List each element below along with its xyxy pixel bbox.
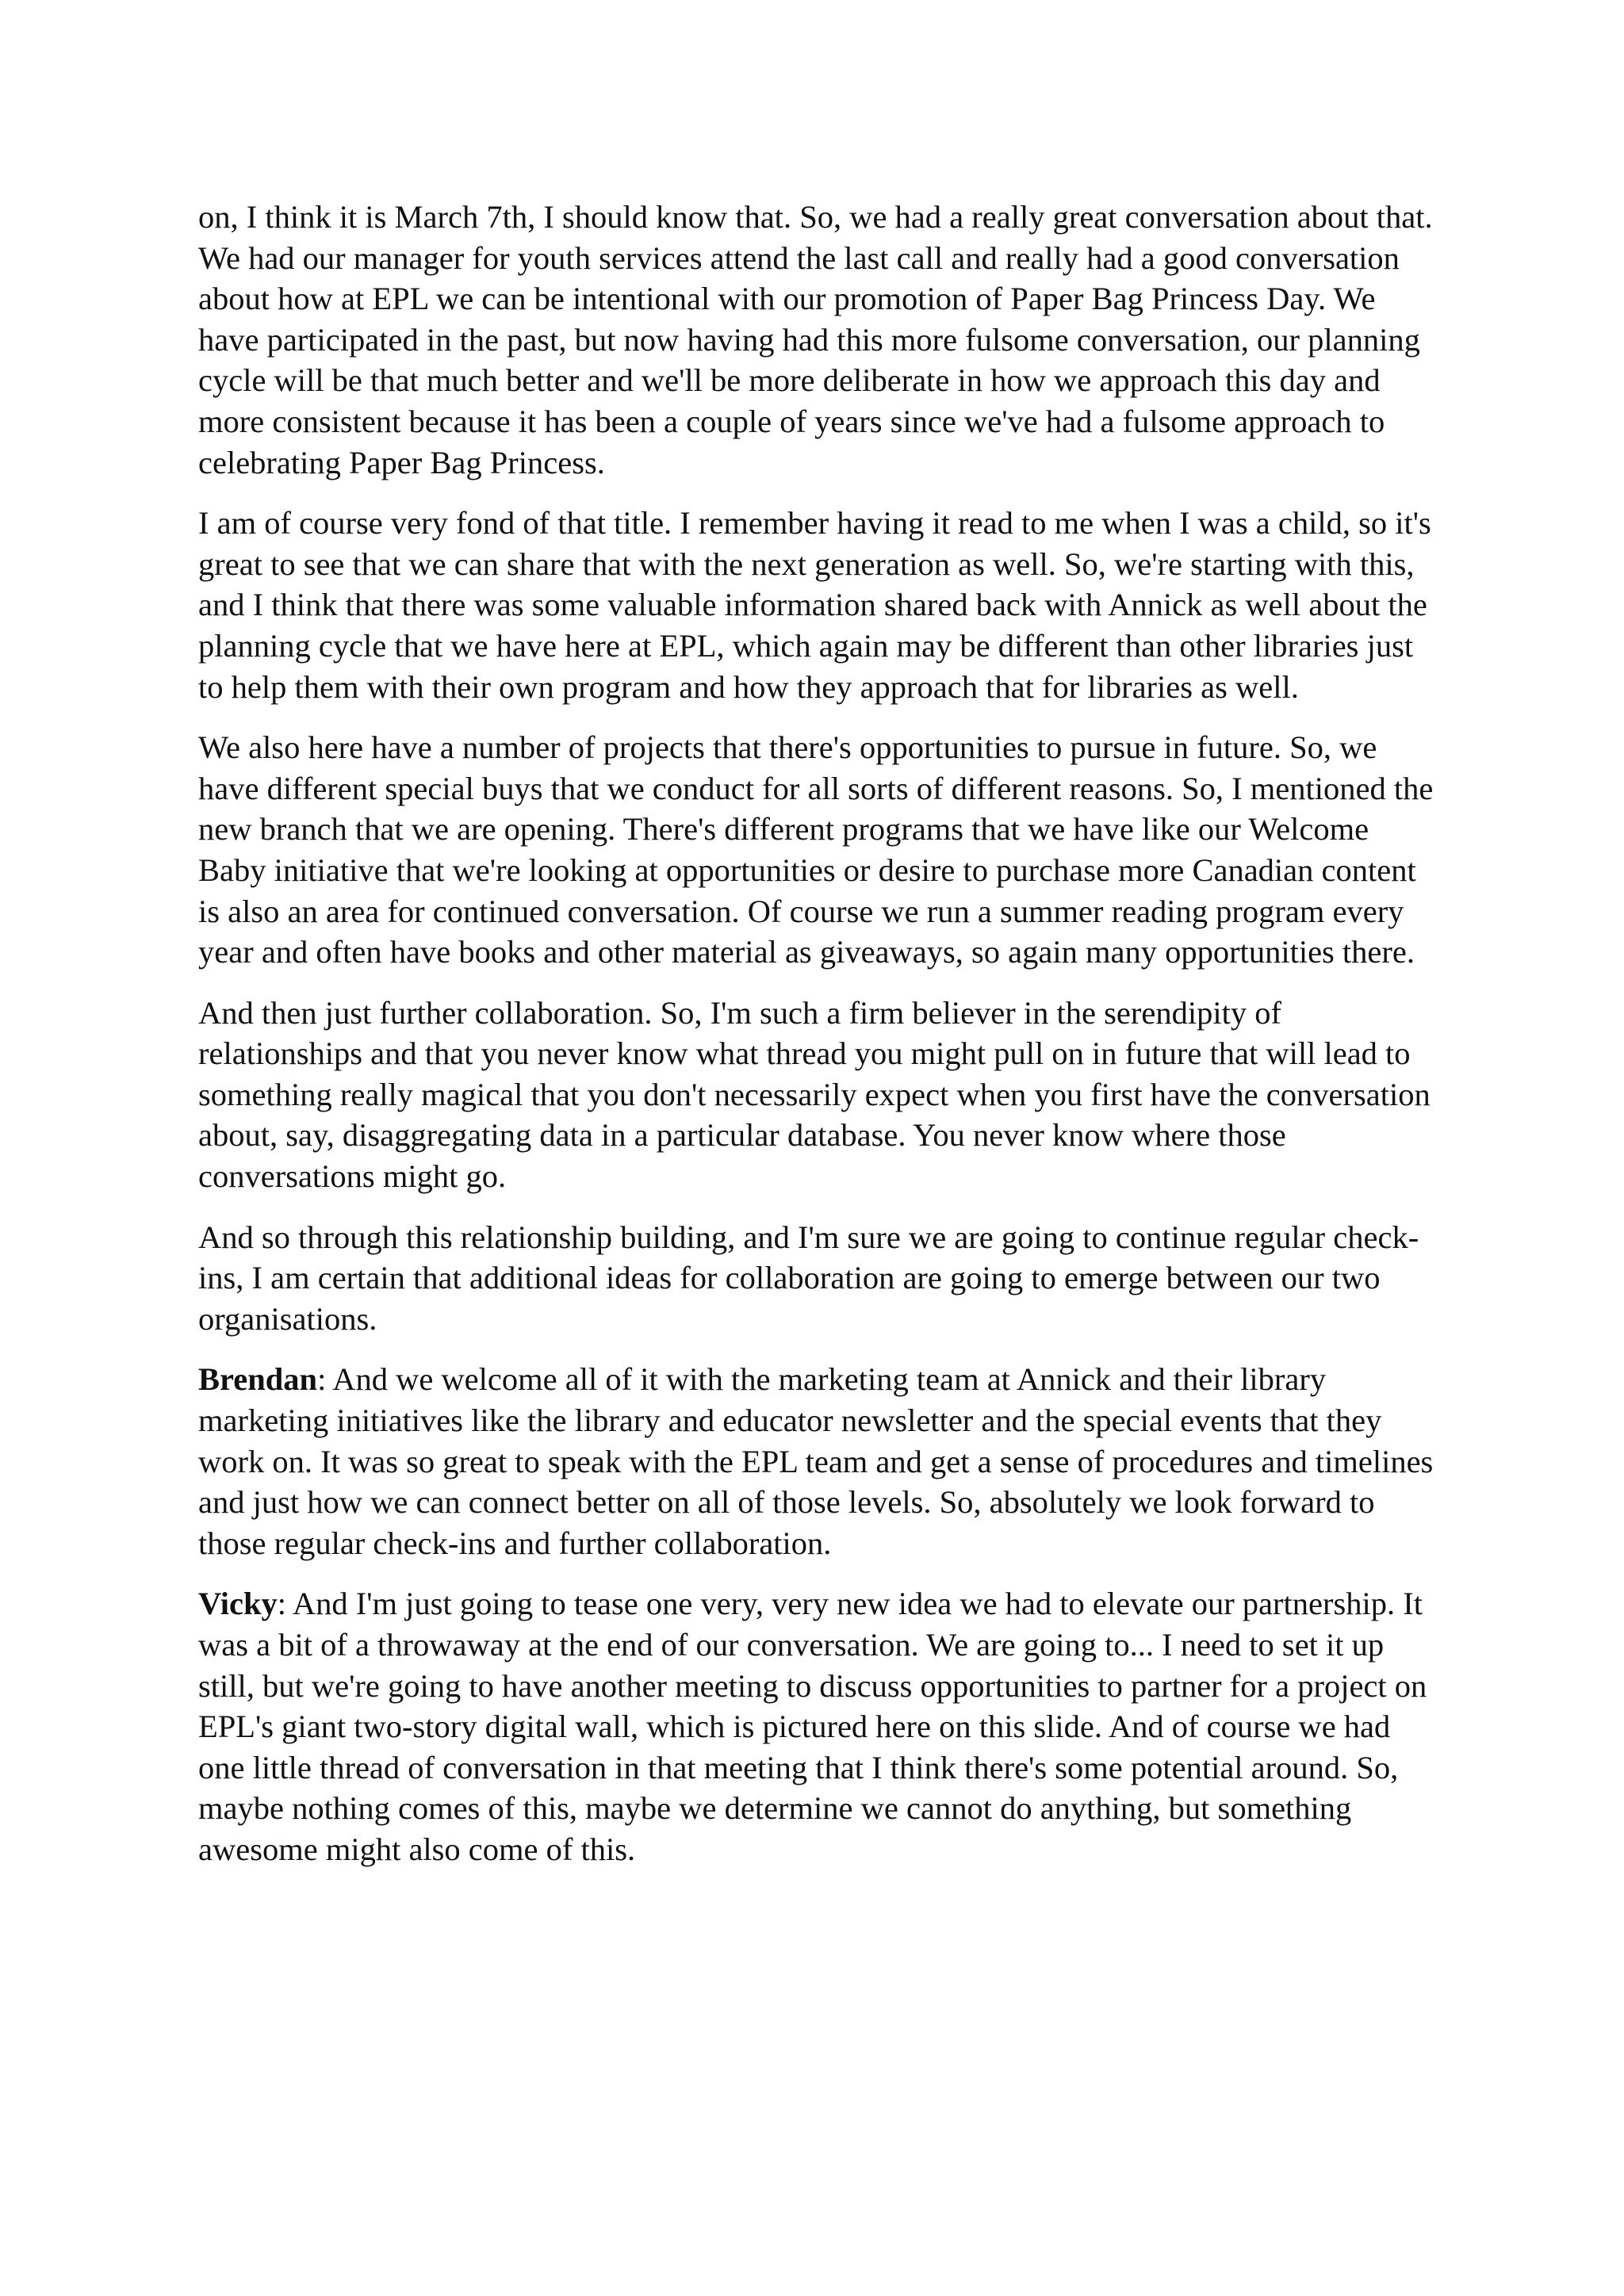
speaker-name: Vicky [198,1586,278,1622]
paragraph-4 [198,993,1443,1197]
paragraph-text: : And I'm just going to tease one very, very new idea we had to elevate our partnership. It was a bit of a throwaway at the end of our conversation. We are going to... I need to set it up still, but we're going to have another meeting to discuss opportunities to partner for a project on EPL's giant two-story digital wall, which is pictured here on this slide. And of course we had one little thread of conversation in that meeting that I think there's some potential around. So, maybe nothing comes of this, maybe we determine we cannot do anything, but something awesome might also come of this. [198,1586,1427,1867]
paragraph-text: We also here have a number of projects that there's opportunities to pursue in future. So, we have different special buys that we conduct for all sorts of different reasons. So, I mentioned the new branch that we are opening. There's different programs that we have like our Welcome Baby initiative that we're looking at opportunities or desire to purchase more Canadian content is also an area for continued conversation. Of course we run a summer reading program every year and often have books and other material as giveaways, so again many opportunities there. [198,729,1434,970]
paragraph-text: And then just further collaboration. So, I'm such a firm believer in the serendipity of relationships and that you never know what thread you might pull on in future that will lead to something really magical that you don't necessarily expect when you first have the conversation about, say, disaggregating data in a particular database. You never know where those conversations might go. [198,994,1431,1195]
speaker-name: Brendan [198,1361,318,1398]
paragraph-1 [198,197,1443,483]
paragraph-text: And so through this relationship building, and I'm sure we are going to continue regular check-ins, I am certain that additional ideas for collaboration are going to emerge between our two organisations. [198,1219,1419,1337]
paragraph-2 [198,503,1443,707]
paragraph-text: on, I think it is March 7th, I should know that. So, we had a really great conversation about that. We had our manager for youth services attend the last call and really had a good conversation about how at EPL we can be intentional with our promotion of Paper Bag Princess Day. We have participated in the past, but now having had this more fulsome conversation, our planning cycle will be that much better and we'll be more deliberate in how we approach this day and more consistent because it has been a couple of years since we've had a fulsome approach to celebrating Paper Bag Princess. [198,199,1433,480]
paragraph-3 [198,727,1443,973]
paragraph-text: : And we welcome all of it with the marketing team at Annick and their library marketing initiatives like the library and educator newsletter and the special events that they work on. It was so great to speak with the EPL team and get a sense of procedures and timelines and just how we can connect better on all of those levels. So, absolutely we look forward to those regular check-ins and further collaboration. [198,1361,1434,1561]
paragraph-5 [198,1217,1443,1340]
transcript-body [198,197,1443,1890]
paragraph-6 [198,1359,1443,1563]
paragraph-text: I am of course very fond of that title. I remember having it read to me when I was a child, so it's great to see that we can share that with the next generation as well. So, we're starting with this, and I think that there was some valuable information shared back with Annick as well about the planning cycle that we have here at EPL, which again may be different than other libraries just to help them with their own program and how they approach that for libraries as well. [198,505,1431,705]
paragraph-7 [198,1583,1443,1869]
